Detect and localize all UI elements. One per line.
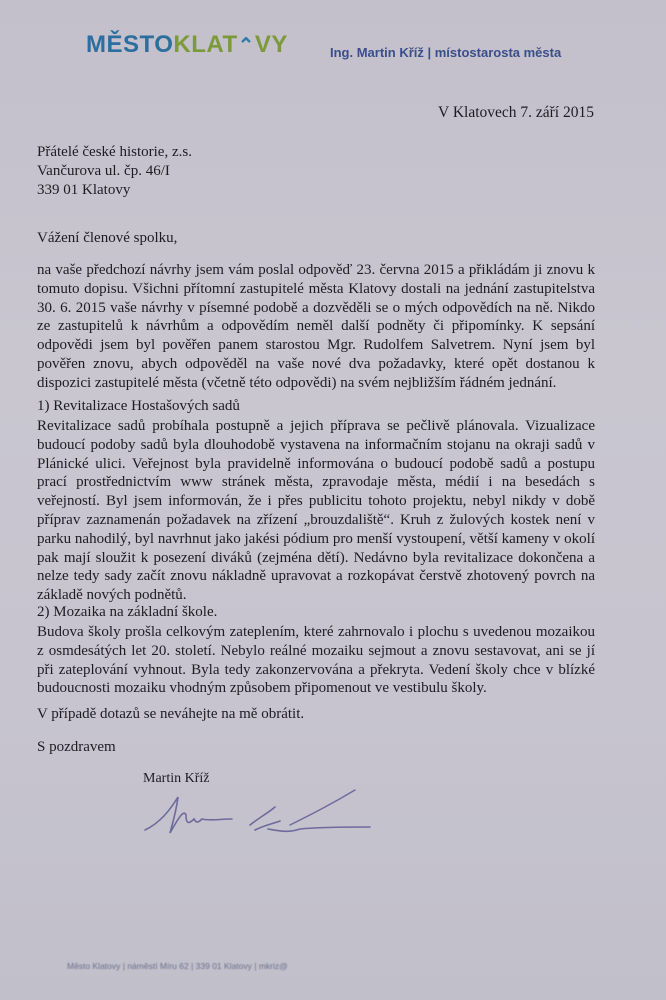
sender-title: Ing. Martin Kříž | místostarosta města — [330, 45, 562, 60]
signatory-name: Martin Kříž — [143, 771, 210, 786]
recipient-street: Vančurova ul. čp. 46/I — [37, 163, 170, 179]
recipient-city: 339 01 Klatovy — [37, 182, 131, 198]
section-heading-2: 2) Mozaika na základní škole. — [37, 604, 218, 620]
city-logo — [86, 31, 288, 59]
letter-date: V Klatovech 7. září 2015 — [438, 104, 594, 121]
logo-vy: VY — [254, 31, 288, 58]
letter-footer: Město Klatovy | náměstí Míru 62 | 339 01 Klatovy | mkriz@ — [67, 961, 288, 971]
regards: S pozdravem — [37, 739, 116, 755]
closing-line: V případě dotazů se neváhejte na mě obrátit. — [37, 706, 305, 722]
salutation: Vážení členové spolku, — [37, 230, 178, 246]
intro-paragraph: na vaše předchozí návrhy jsem vám poslal odpověď 23. června 2015 a přikládám ji znovu k tomuto dopisu. Všichni přítomní zastupitelé města Klatovy dostali na jednání zastupitelstva 30. 6. 2015 vaše návrhy v písemné podobě a dozvěděli se o mých odpovědích na ně. Nikdo ze zastupitelů k návrhům a odpovědím neměl další podněty či připomínky. K sepsání odpovědi jsem byl pověřen panem starostou Mgr. Rudolfem Salvetrem. Nyní jsem byl pověřen znovu, abych odpověděl na vaše nové dva požadavky, které opět dostanou k dispozici zastupitelé města (včetně této odpovědi) na svém nejbližším řádném jednání. — [37, 262, 595, 391]
section-body-1: Revitalizace sadů probíhala postupně a jejich příprava se pečlivě plánovala. Vizualizace budoucí podoby sadů byla dlouhodobě vystavena na informačním stojanu na okraji sadů v Plánické ulici. Veřejnost byla pravidelně informována o budoucí podobě sadů a postupu prací prostřednictvím www stránek města, zpravodaje města, médií i na besedách s veřejností. Byl jsem informován, že i přes publicitu tohoto projektu, nebyl nikdy v době příprav zaznamenán požadavek na zřízení „brouzdaliště“. Kruh z žulových kostek není v parku nahodilý, byl navrhnut jako jakési pódium pro menší vystoupení, větší kameny v okolí pak mají sloužit k posezení diváků (zejména dětí). Nedávno byla revitalizace dokončena a nelze tedy sady začít znovu nákladně upravovat a rozkopávat čerstvě zhotovený povrch na základě nových podnětů. — [37, 418, 595, 604]
recipient-name: Přátelé české historie, z.s. — [37, 144, 192, 160]
handwritten-signature — [140, 785, 380, 845]
section-heading-1: 1) Revitalizace Hostašových sadů — [37, 398, 240, 414]
logo-klat: KLAT — [173, 31, 238, 58]
recipient-address — [37, 143, 192, 200]
roof-icon: ⌃ — [237, 35, 255, 57]
logo-mesto: MĚSTO — [86, 31, 174, 58]
section-body-2: Budova školy prošla celkovým zateplením, které zahrnovalo i plochu s uvedenou mozaikou z osmdesátých let 20. století. Nebylo reálné mozaiku sejmout a znovu sestavovat, ani se jí při zateplování vyhnout. Byla tedy zakonzervována a překryta. Vedení školy chce v blízké budoucnosti mozaiku vhodným způsobem připomenout ve vestibulu školy. — [37, 624, 595, 697]
